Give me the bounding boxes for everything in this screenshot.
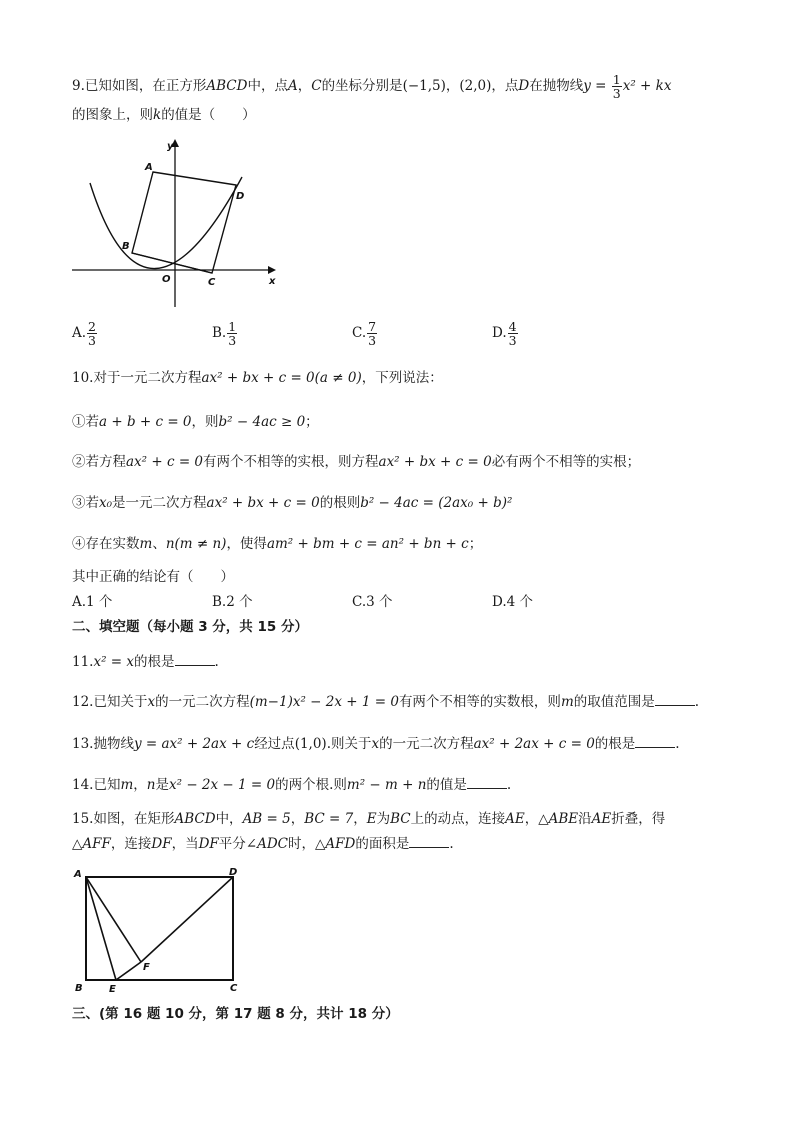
q9-line1: 9.已知如图，在正方形ABCD中，点A，C的坐标分别是(−1,5)，(2,0)，点D在抛物线y = $\frac{1}{3}$ x² + kx xyxy=(72,72,672,101)
q15-figure xyxy=(70,862,250,994)
label-C: C xyxy=(208,277,216,288)
q9-figure xyxy=(70,135,285,310)
label-F: F xyxy=(143,962,150,973)
label-D: D xyxy=(229,867,238,878)
q13-answer-blank[interactable] xyxy=(635,735,675,748)
q15-answer-blank[interactable] xyxy=(409,835,449,848)
q9-option-d[interactable]: D. $\frac{4}{3}$ xyxy=(492,319,517,348)
q10-option-a[interactable]: A.1 个 xyxy=(72,594,113,610)
q9-line2: 的图象上，则k的值是（ ） xyxy=(72,107,256,123)
q10-statement-4: ④存在实数m、n(m ≠ n)，使得am² + bm + c = an² + bn + c； xyxy=(72,536,483,552)
q11: 11.x² = x的根是 . xyxy=(72,654,219,670)
label-C: C xyxy=(230,983,238,994)
label-B: B xyxy=(122,241,130,252)
q10-option-c[interactable]: C.3 个 xyxy=(352,594,393,610)
section-2-heading: 二、填空题（每小题 3 分，共 15 分） xyxy=(72,619,308,635)
q12-answer-blank[interactable] xyxy=(655,693,695,706)
q10-statement-2: ②若方程ax² + c = 0有两个不相等的实根，则方程ax² + bx + c = 0必有两个不相等的实根； xyxy=(72,454,641,470)
label-E: E xyxy=(109,984,116,994)
q9-option-a[interactable]: A. $\frac{2}{3}$ xyxy=(72,319,96,348)
segment-ae xyxy=(86,877,116,980)
parabola xyxy=(90,177,245,269)
square-abcd xyxy=(132,172,236,273)
q12: 12.已知关于x的一元二次方程(m−1)x² − 2x + 1 = 0有两个不相等的实数根，则m的取值范围是 . xyxy=(72,694,700,710)
label-y: y xyxy=(167,141,174,152)
rectangle-abcd xyxy=(86,877,233,980)
section-3-heading: 三、(第 16 题 10 分，第 17 题 8 分，共计 18 分） xyxy=(72,1006,399,1022)
x-arrow xyxy=(268,266,276,274)
q10-stem: 10.对于一元二次方程ax² + bx + c = 0(a ≠ 0)，下列说法： xyxy=(72,370,443,386)
q10-statement-3: ③若x₀是一元二次方程ax² + bx + c = 0的根则b² − 4ac = (2ax₀ + b)² xyxy=(72,495,513,511)
q9-fraction: $\frac{1}{3}$ xyxy=(612,72,621,101)
label-B: B xyxy=(75,983,83,994)
q15-line2: △AFF，连接DF，当DF平分∠ADC时，△AFD的面积是 . xyxy=(72,836,454,852)
label-A: A xyxy=(145,162,153,173)
q9-option-c[interactable]: C. $\frac{7}{3}$ xyxy=(352,319,377,348)
segment-af xyxy=(86,877,141,962)
q10-option-d[interactable]: D.4 个 xyxy=(492,594,534,610)
q10-statement-1: ①若a + b + c = 0，则b² − 4ac ≥ 0； xyxy=(72,414,319,430)
q14-answer-blank[interactable] xyxy=(467,776,507,789)
q10-option-b[interactable]: B.2 个 xyxy=(212,594,253,610)
q13: 13.抛物线y = ax² + 2ax + c经过点(1,0).则关于x的一元二次方程ax² + 2ax + c = 0的根是 . xyxy=(72,736,680,752)
label-O: O xyxy=(162,274,171,285)
q9-option-b[interactable]: B. $\frac{1}{3}$ xyxy=(212,319,237,348)
label-D: D xyxy=(236,191,245,202)
q15-line1: 15.如图，在矩形ABCD中，AB = 5，BC = 7，E为BC上的动点，连接AE，△ABE沿AE折叠，得 xyxy=(72,811,666,827)
label-x: x xyxy=(269,276,276,287)
q10-question: 其中正确的结论有（ ） xyxy=(72,569,234,585)
segment-df xyxy=(141,877,233,962)
label-A: A xyxy=(74,869,82,880)
segment-ef xyxy=(116,962,141,980)
q11-answer-blank[interactable] xyxy=(175,653,215,666)
q14: 14.已知m，n是x² − 2x − 1 = 0的两个根.则m² − m + n的值是 . xyxy=(72,777,512,793)
